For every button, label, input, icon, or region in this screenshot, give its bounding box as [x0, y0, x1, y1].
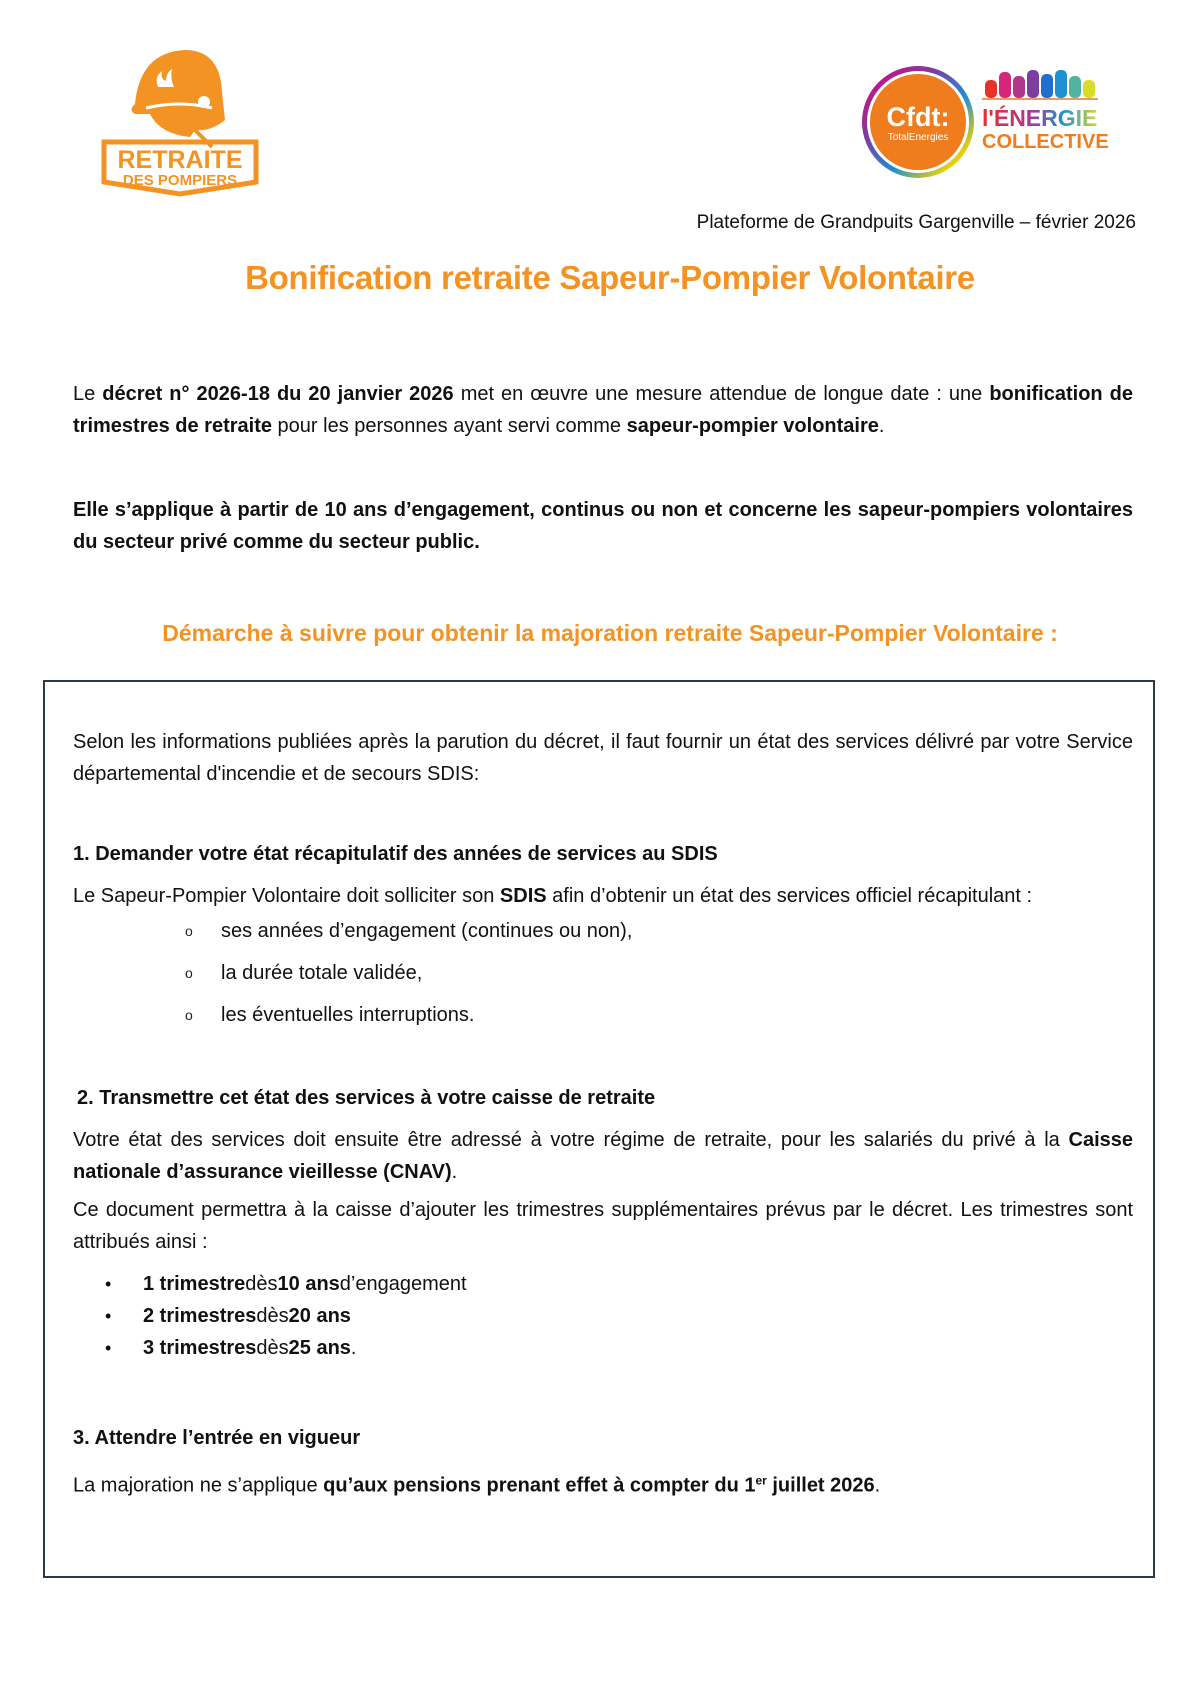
step-2-text: Votre état des services doit ensuite être adressé à votre régime de retraite, pour les salariés du privé à la Caisse nationale d’assurance vieillesse (CNAV).	[73, 1129, 1133, 1183]
step-2-text-2: Ce document permettra à la caisse d’ajouter les trimestres supplémentaires prévus par le décret. Les trimestres sont attribués ainsi :	[73, 1199, 1133, 1253]
svg-text:l'ÉNERGIE: l'ÉNERGIE	[982, 105, 1098, 131]
list-item: o les éventuelles interruptions.	[185, 994, 632, 1036]
page-title: Bonification retraite Sapeur-Pompier Volontaire	[245, 259, 975, 296]
circle-bullet-icon: o	[185, 965, 193, 981]
step-1-text: Le Sapeur-Pompier Volontaire doit solliciter son SDIS afin d’obtenir un état des services officiel récapitulant :	[73, 885, 1033, 907]
list-item: o ses années d’engagement (continues ou non),	[185, 910, 632, 952]
circle-bullet-icon: o	[185, 1007, 193, 1023]
cfdt-totalenergies-logo	[860, 60, 1125, 185]
step-2-title: 2. Transmettre cet état des services à votre caisse de retraite	[77, 1087, 656, 1109]
step-3-text: La majoration ne s’applique qu’aux pensions prenant effet à compter du 1er juillet 2026.	[73, 1473, 881, 1497]
bullet-icon: •	[105, 1274, 112, 1294]
procedure-intro: Selon les informations publiées après la parution du décret, il faut fournir un état des services délivré par votre Service départemental d'incendie et de secours SDIS:	[73, 731, 1133, 785]
step-1-title: 1. Demander votre état récapitulatif des années de services au SDIS	[73, 843, 718, 865]
circle-bullet-icon: o	[185, 923, 193, 939]
list-item: • 1 trimestre dès 10 ans d’engagement	[105, 1268, 467, 1300]
bullet-icon: •	[105, 1338, 112, 1358]
svg-text:RETRAITE: RETRAITE	[117, 146, 243, 174]
svg-text:DES POMPIERS: DES POMPIERS	[122, 172, 238, 189]
list-item: • 3 trimestres dès 25 ans .	[105, 1332, 467, 1364]
retraite-des-pompiers-logo	[100, 42, 260, 197]
svg-text:Cfdt:: Cfdt:	[886, 102, 950, 132]
step-2-list	[105, 1268, 467, 1364]
procedure-heading: Démarche à suivre pour obtenir la majoration retraite Sapeur-Pompier Volontaire :	[162, 620, 1058, 646]
step-3-title: 3. Attendre l’entrée en vigueur	[73, 1427, 361, 1449]
list-item: o la durée totale validée,	[185, 952, 632, 994]
firefighter-helmet-icon	[100, 42, 260, 197]
step-1-list	[185, 910, 632, 1036]
list-item: • 2 trimestres dès 20 ans	[105, 1300, 467, 1332]
svg-text:TotalEnergies: TotalEnergies	[887, 132, 949, 143]
bullet-icon: •	[105, 1306, 112, 1326]
intro-paragraph-decree: Le décret n° 2026-18 du 20 janvier 2026 met en œuvre une mesure attendue de longue date : une bonification de trimestres de retraite pour les personnes ayant servi comme sapeur-pompier volontaire.	[73, 383, 1133, 437]
people-silhouettes-icon	[985, 70, 1095, 98]
intro-paragraph-eligibility: Elle s’applique à partir de 10 ans d’engagement, continus ou non et concerne les sapeur-pompiers volontaires du secteur privé comme du secteur public.	[73, 499, 1133, 553]
svg-text:COLLECTIVE: COLLECTIVE	[982, 131, 1109, 153]
location-date-line: Plateforme de Grandpuits Gargenville – février 2026	[696, 212, 1136, 233]
procedure-box	[43, 680, 1155, 1578]
